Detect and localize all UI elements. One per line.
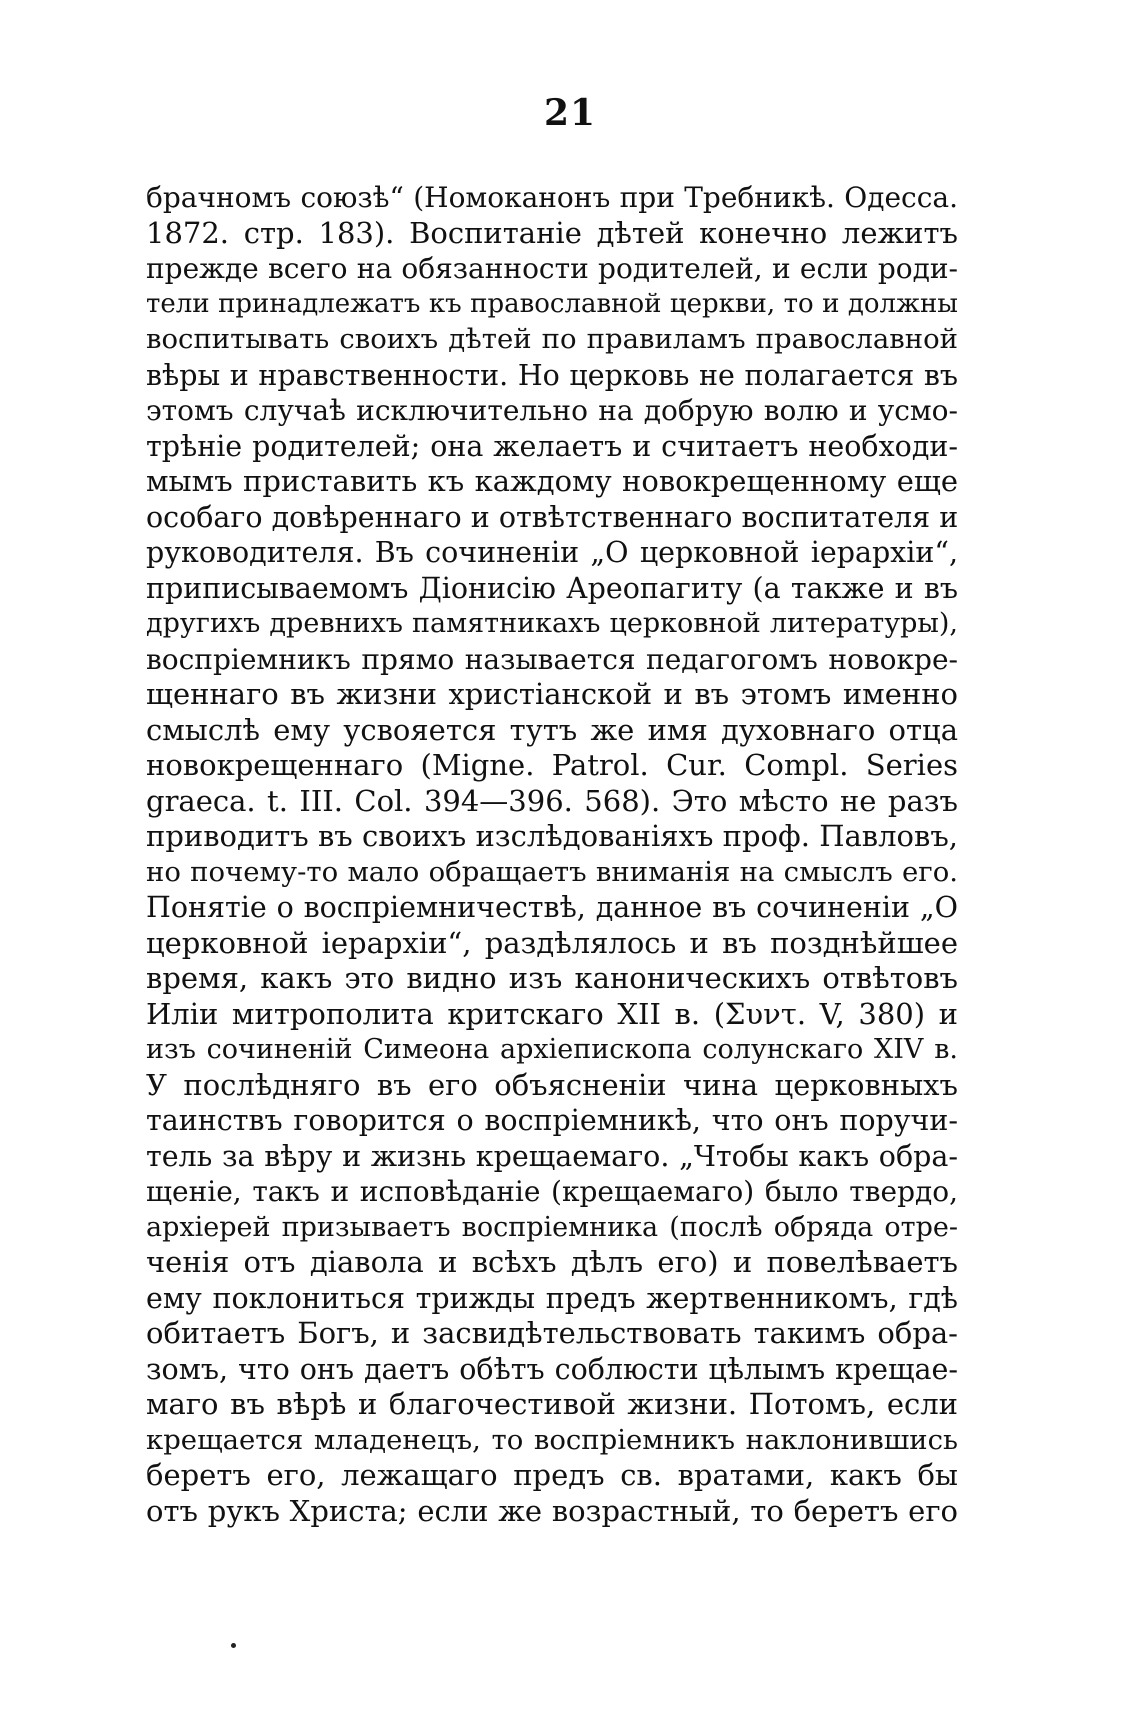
text-line: брачномъ союзѣ“ (Номоканонъ при Требникѣ. Одесса.	[146, 181, 958, 214]
text-line: тель за вѣру и жизнь крещаемаго. „Чтобы какъ обра-	[146, 1139, 958, 1173]
text-line: этомъ случаѣ исключительно на добрую волю и усмо-	[146, 394, 958, 427]
text-line: изъ сочиненій Симеона архіепископа солунскаго XIV в.	[146, 1034, 958, 1065]
text-line: воспріемникъ прямо называется педагогомъ новокре-	[146, 642, 958, 676]
text-line: таинствъ говорится о воспріемникѣ, что онъ поручи-	[146, 1104, 958, 1137]
text-line: щеніе, такъ и исповѣданіе (крещаемаго) было твердо,	[146, 1175, 958, 1208]
text-line: Иліи митрополита критскаго XII в. (Συντ. V, 380) и	[146, 996, 958, 1031]
text-line: вѣры и нравственности. Но церковь не полагается въ	[146, 358, 958, 392]
text-line: зомъ, что онъ даетъ обѣтъ соблюсти цѣлымъ крещае-	[146, 1352, 958, 1386]
text-line: обитаетъ Богъ, и засвидѣтельствовать такимъ обра-	[146, 1316, 958, 1350]
text-line: приписываемомъ Діонисію Ареопагиту (а также и въ	[146, 571, 958, 605]
text-line: 1872. стр. 183). Воспитаніе дѣтей конечно лежитъ	[146, 215, 958, 250]
page-number: 21	[543, 92, 597, 134]
text-line: Понятіе о воспріемничествѣ, данное въ сочиненіи „О	[146, 891, 958, 924]
text-line: воспитывать своихъ дѣтей по правиламъ православной	[146, 323, 958, 355]
text-line: graeca. t. III. Col. 394—396. 568). Это мѣсто не разъ	[146, 783, 958, 818]
body-text	[146, 180, 958, 1529]
text-line: маго въ вѣрѣ и благочестивой жизни. Потомъ, если	[146, 1387, 958, 1421]
text-line: приводитъ въ своихъ изслѣдованіяхъ проф. Павловъ,	[146, 819, 958, 853]
text-line: щеннаго въ жизни христіанской и въ этомъ именно	[146, 677, 958, 711]
text-line: церковной іерархіи“, раздѣлялось и въ позднѣйшее	[146, 925, 958, 960]
text-line: мымъ приставить къ каждому новокрещенному еще	[146, 464, 958, 498]
text-line: тели принадлежатъ къ православной церкви, то и должны	[146, 288, 958, 319]
text-line: ченія отъ діавола и всѣхъ дѣлъ его) и повелѣваетъ	[146, 1245, 958, 1279]
text-line: другихъ древнихъ памятникахъ церковной литературы),	[146, 608, 958, 639]
text-line: трѣніе родителей; она желаетъ и считаетъ необходи-	[146, 429, 958, 463]
text-line: архіерей призываетъ воспріемника (послѣ обряда отре-	[146, 1211, 958, 1243]
text-line: беретъ его, лежащаго предъ св. вратами, какъ бы	[146, 1458, 958, 1492]
text-line: новокрещеннаго (Migne. Patrol. Cur. Compl. Series	[146, 748, 958, 782]
ink-speck	[231, 1643, 236, 1648]
text-line: время, какъ это видно изъ каноническихъ отвѣтовъ	[146, 961, 958, 995]
text-line: отъ рукъ Христа; если же возрастный, то беретъ его	[146, 1493, 958, 1528]
text-line: смыслѣ ему усвояется тутъ же имя духовнаго отца	[146, 712, 958, 747]
text-line: руководителя. Въ сочиненіи „О церковной іерархіи“,	[146, 536, 958, 569]
text-line: крещается младенецъ, то воспріемникъ наклонившись	[146, 1423, 958, 1456]
text-line: У послѣдняго въ его объясненіи чина церковныхъ	[146, 1067, 958, 1102]
text-line: особаго довѣреннаго и отвѣтственнаго воспитателя и	[146, 500, 958, 534]
text-line: но почему-то мало обращаетъ вниманія на смыслъ его.	[146, 855, 958, 888]
text-line: ему поклониться трижды предъ жертвенникомъ, гдѣ	[146, 1281, 958, 1315]
text-line: прежде всего на обязанности родителей, и если роди-	[146, 252, 958, 285]
